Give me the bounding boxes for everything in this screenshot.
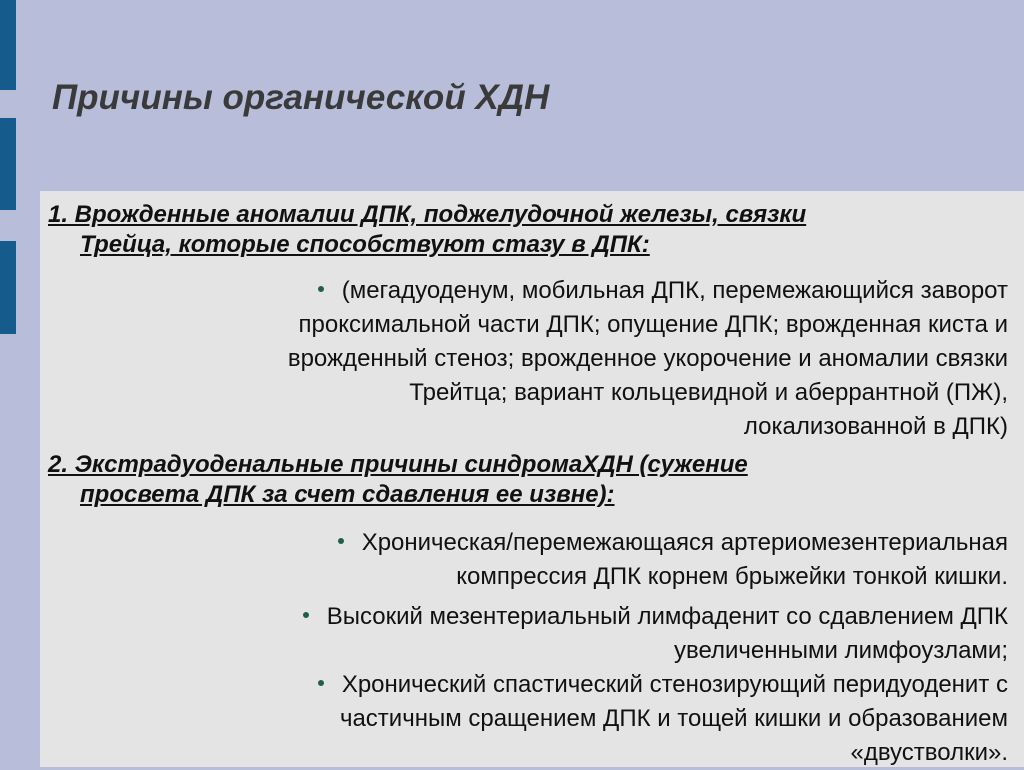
section-heading [48,450,748,510]
bullet-icon [318,680,324,686]
bullet-line: врожденный стеноз; врожденное укорочение и аномалии связки [287,345,1008,372]
accent-bar [0,0,16,90]
bullet-line: «двустволки». [850,739,1008,766]
accent-bar [0,241,16,334]
heading-line: Трейца, которые способствуют стазу в ДПК: [80,231,650,258]
bullet-line: частичным сращением ДПК и тощей кишки и образованием [339,705,1008,732]
heading-line: просвета ДПК за счет сдавления ее извне): [80,481,615,508]
bullet-line: локализованной в ДПК) [743,413,1008,440]
heading-line: 1. Врожденные аномалии ДПК, поджелудочной железы, связки [48,201,807,228]
slide-title: Причины органической ХДН [52,78,550,117]
bullet-icon [303,612,309,618]
bullet-line: Хроническая/перемежающаяся артериомезентериальная [361,529,1008,556]
section-heading [48,200,806,260]
bullet-line: Трейтца; вариант кольцевидной и аберрантной (ПЖ), [409,379,1008,406]
bullet-item [303,600,1008,668]
bullet-line: увеличенными лимфоузлами; [673,637,1008,664]
bullet-icon [318,286,324,292]
bullet-line: (мегадуоденум, мобильная ДПК, перемежающийся заворот [341,277,1008,304]
bullet-line: проксимальной части ДПК; опущение ДПК; врожденная киста и [298,311,1008,338]
bullet-item [288,274,1008,444]
bullet-item [338,526,1008,594]
heading-line: 2. Экстрадуоденальные причины синдромаХДН (сужение [48,451,748,478]
bullet-icon [338,538,344,544]
bullet-line: Хронический спастический стенозирующий перидуоденит с [341,671,1008,698]
bullet-line: Высокий мезентериальный лимфаденит со сдавлением ДПК [326,603,1008,630]
bullet-line: компрессия ДПК корнем брыжейки тонкой кишки. [456,563,1008,590]
bullet-item [318,668,1008,770]
accent-bar [0,118,16,210]
